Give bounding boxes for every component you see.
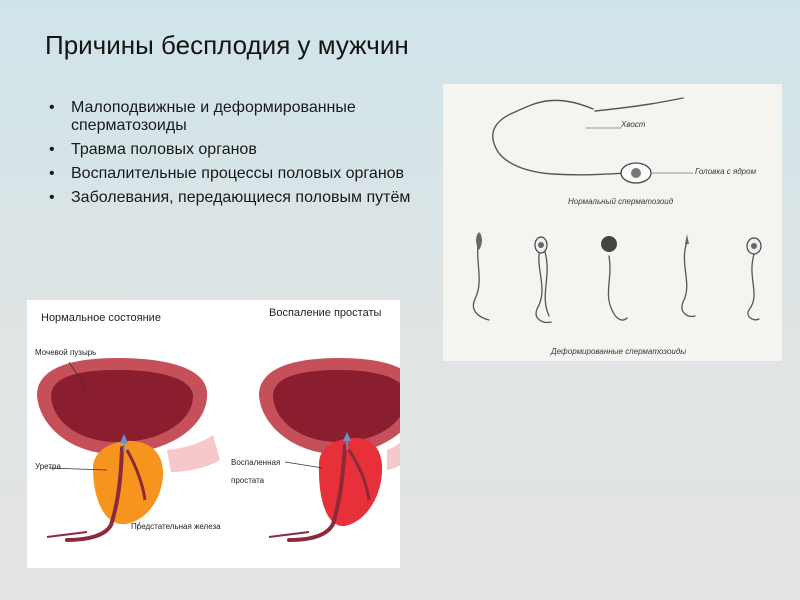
bullet-item bbox=[47, 141, 417, 159]
bullet-item bbox=[47, 165, 417, 183]
heading-inflamed: Воспаление простаты bbox=[269, 307, 382, 319]
deformed-sperm-1-head bbox=[476, 232, 482, 250]
heading-normal: Нормальное состояние bbox=[41, 312, 161, 324]
deformed-sperm-2-tail-b bbox=[544, 249, 549, 316]
bullet-dot-icon: • bbox=[49, 99, 55, 116]
caption-normal-sperm: Нормальный сперматозоид bbox=[568, 197, 674, 206]
normal-anatomy bbox=[37, 358, 220, 540]
bullet-text: Заболевания, передающиеся половым путём bbox=[71, 189, 411, 206]
bullet-text: Травма половых органов bbox=[71, 141, 257, 158]
bullet-text: Воспалительные процессы половых органов bbox=[71, 165, 405, 182]
label-urethra: Уретра bbox=[35, 462, 61, 471]
sperm-drawing bbox=[443, 84, 782, 361]
normal-vessel bbox=[167, 435, 220, 472]
normal-sperm-tail-end bbox=[595, 98, 683, 111]
deformed-sperm-3-tail bbox=[608, 256, 627, 320]
deformed-sperm-2-tail bbox=[536, 249, 551, 322]
deformed-sperm-3-head bbox=[601, 236, 617, 252]
label-tail: Хвост bbox=[621, 120, 646, 129]
label-inflamed-line2: простата bbox=[231, 476, 265, 485]
label-prostate: Предстательная железа bbox=[131, 522, 221, 531]
bullet-dot-icon: • bbox=[49, 189, 55, 206]
normal-sperm-tail bbox=[493, 100, 628, 174]
bullet-dot-icon: • bbox=[49, 141, 55, 158]
caption-deformed-sperm: Деформированные сперматозоиды bbox=[551, 347, 687, 356]
label-bladder: Мочевой пузырь bbox=[35, 348, 97, 357]
prostate-illustration bbox=[27, 300, 400, 568]
deformed-sperm-1-tail bbox=[473, 234, 489, 320]
deformed-sperm-4-head bbox=[685, 234, 689, 244]
inflamed-vessel bbox=[387, 440, 400, 470]
deformed-sperm-5-tail bbox=[748, 254, 759, 320]
deformed-sperm-4-tail bbox=[682, 242, 695, 316]
sperm-illustration bbox=[443, 84, 782, 361]
bullet-list bbox=[47, 99, 417, 213]
label-inflamed-line1: Воспаленная bbox=[231, 458, 281, 467]
sperm-nucleus bbox=[631, 168, 641, 178]
bullet-text: Малоподвижные и деформированные сперматозоиды bbox=[71, 99, 356, 134]
bullet-item bbox=[47, 99, 417, 135]
bullet-dot-icon: • bbox=[49, 165, 55, 182]
inflamed-anatomy bbox=[259, 358, 400, 540]
slide-title: Причины бесплодия у мужчин bbox=[45, 30, 409, 60]
bullet-item bbox=[47, 189, 417, 207]
label-head: Головка с ядром bbox=[695, 167, 757, 176]
